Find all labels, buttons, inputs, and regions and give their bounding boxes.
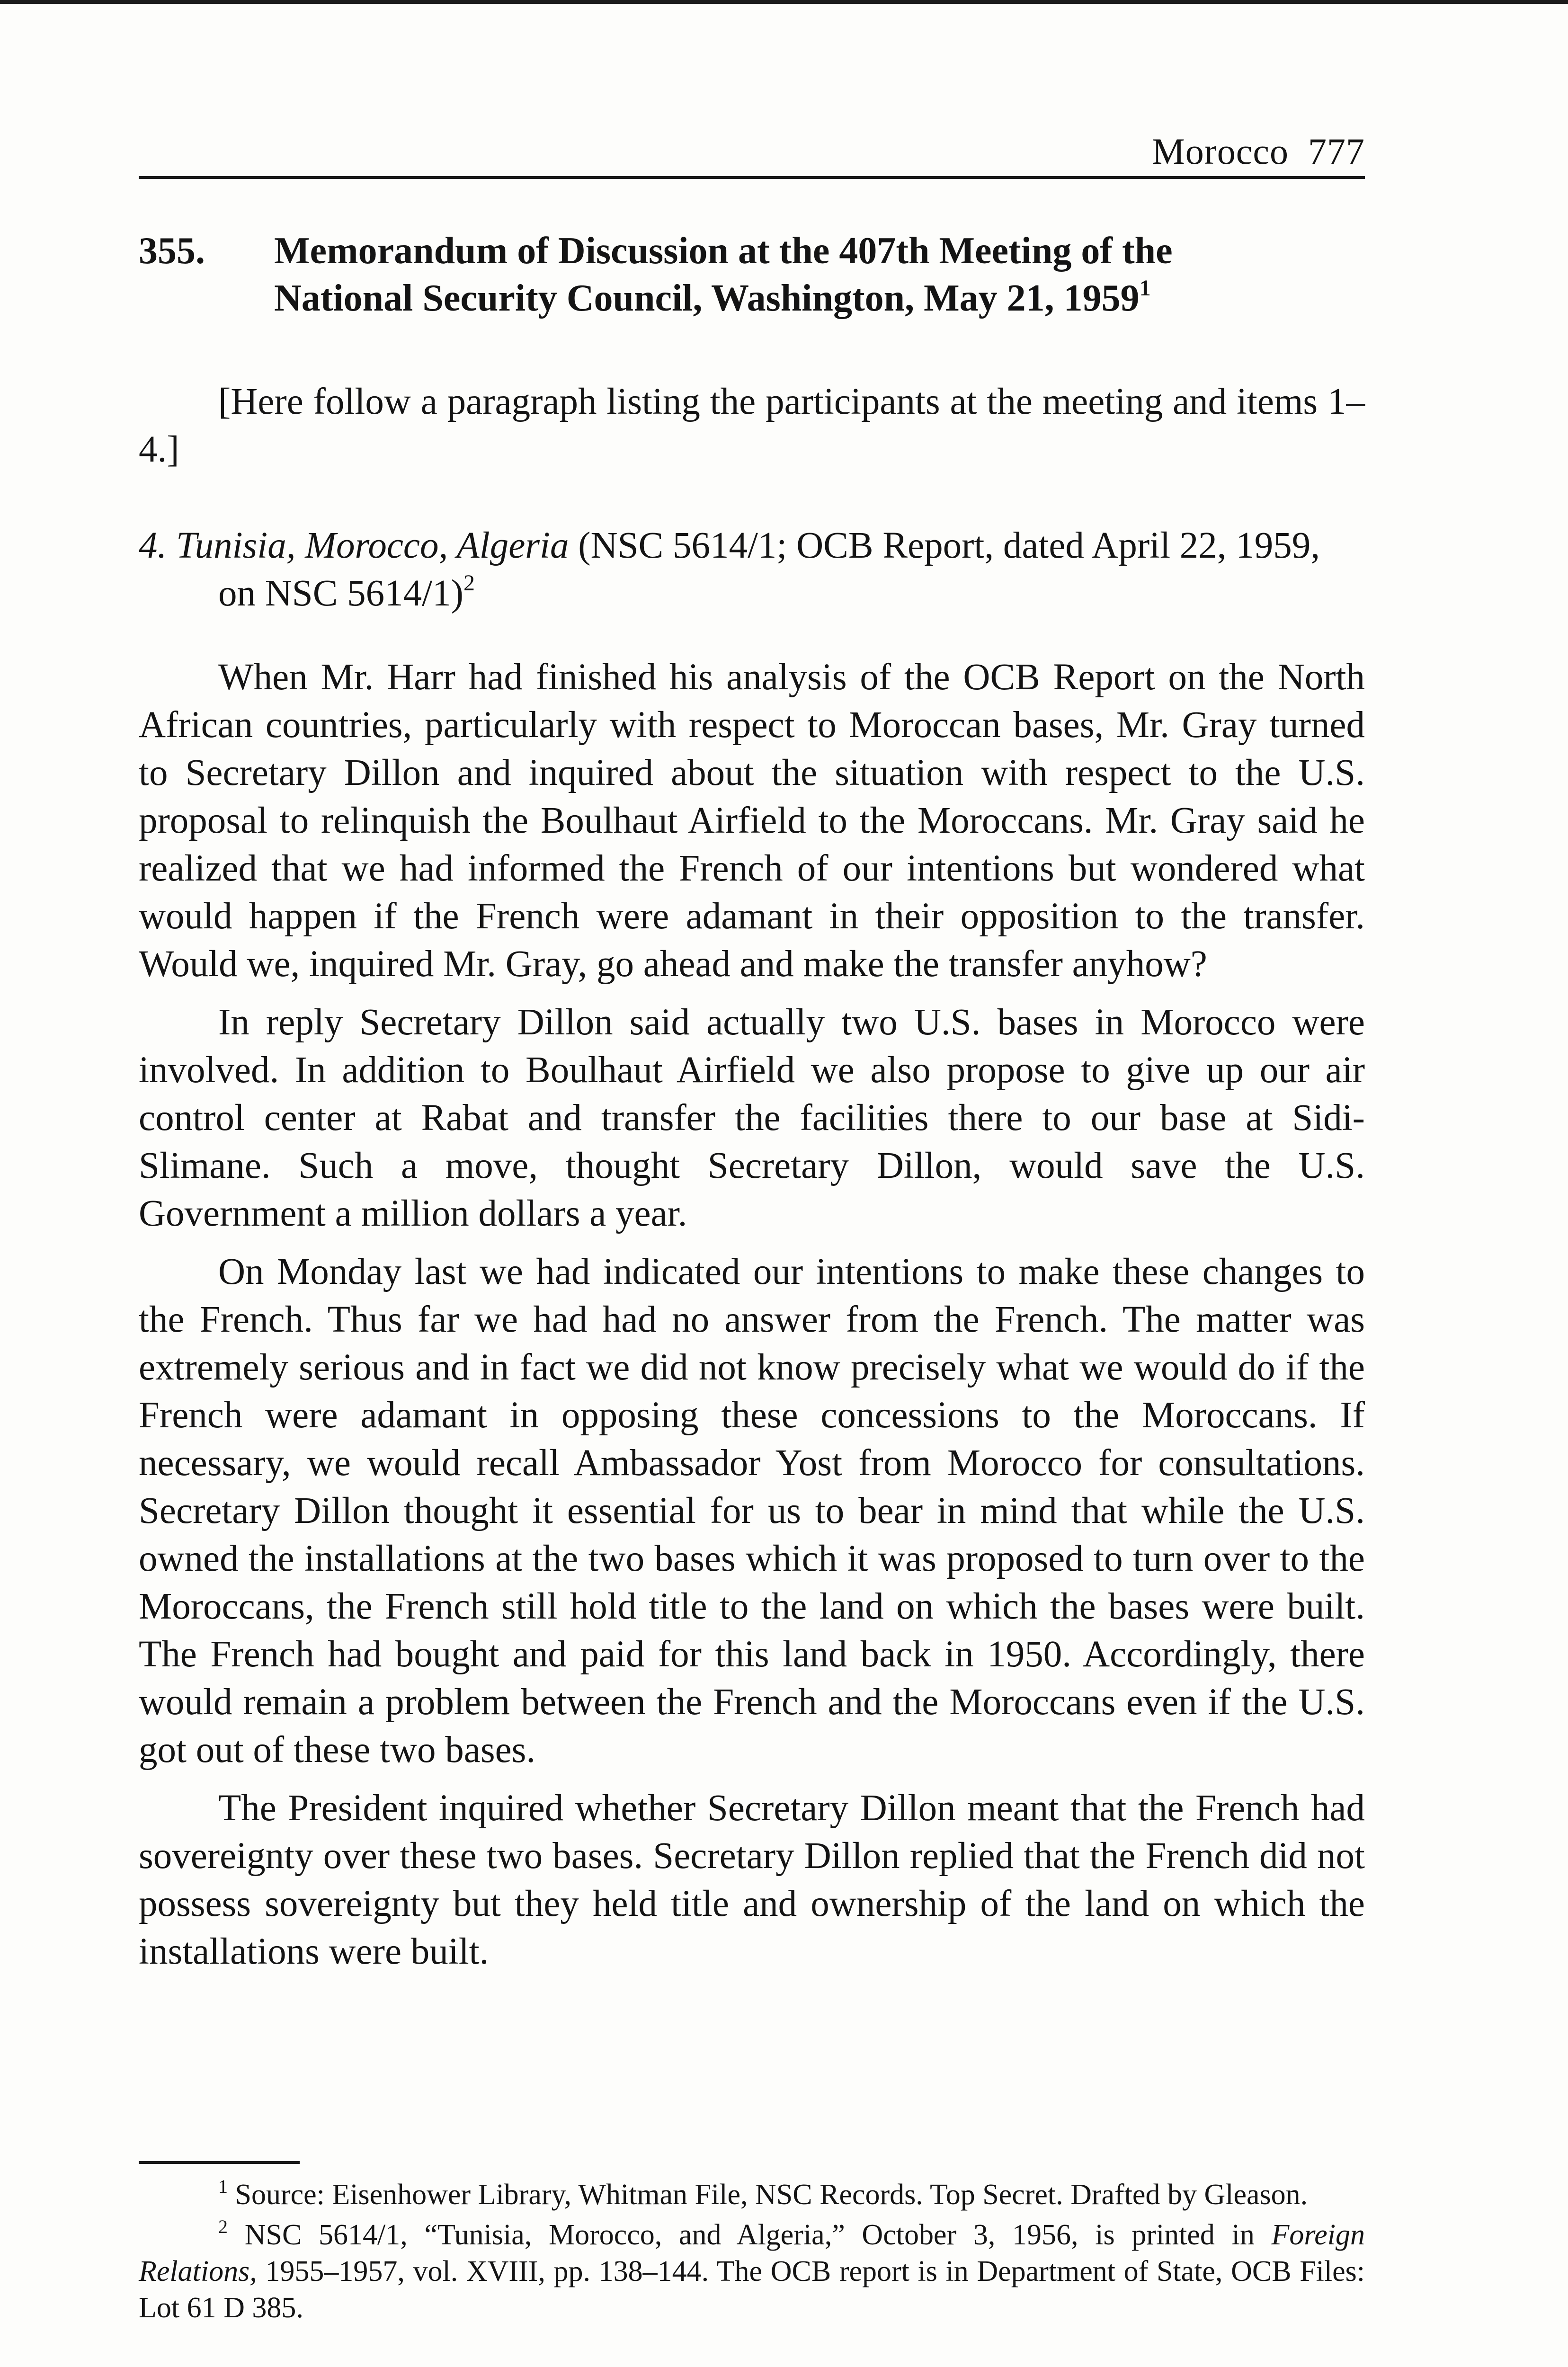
paragraph: On Monday last we had indicated our intentions to make these changes to the French. Thus far we had had no answer from the French. The matter was extremely serious and in fact we did not know precisely what we would do if the French were adamant in opposing these concessions to the Moroccans. If necessary, we would recall Ambassador Yost from Morocco for consultations. Secretary Dillon thought it essential for us to bear in mind that while the U.S. owned the installations at the two bases which it was proposed to turn over to the Moroccans, the French still hold title to the land on which the bases were built. The French had bought and paid for this land back in 1950. Accordingly, there would remain a problem between the French and the Moroccans even if the U.S. got out of these two bases. <box>139 1251 1365 1771</box>
footnote-rule <box>139 2161 300 2164</box>
editorial-note-text: [Here follow a paragraph listing the participants at the meeting and items 1–4.] <box>139 381 1365 470</box>
footnote-1 <box>139 2177 1365 2213</box>
footnote-2-italic-title: Foreign Relations, <box>139 2219 1365 2287</box>
editorial-note <box>139 378 1365 484</box>
footnote-1-text: Source: Eisenhower Library, Whitman File, NSC Records. Top Secret. Drafted by Gleason. <box>228 2179 1308 2211</box>
footnote-2-text-before: NSC 5614/1, “Tunisia, Morocco, and Algeria,” October 3, 1956, is printed in <box>228 2219 1272 2251</box>
footnote-2-text-after: 1955–1957, vol. XVIII, pp. 138–144. The OCB report is in Department of State, OCB Files: Lot 61 D 385. <box>139 2255 1365 2324</box>
document-title-line-2 <box>274 275 1365 322</box>
header-rule <box>139 176 1365 179</box>
agenda-item-heading <box>139 522 1365 617</box>
discussion-body <box>139 653 1365 1986</box>
paragraph: In reply Secretary Dillon said actually two U.S. bases in Morocco were involved. In addition to Boulhaut Airfield we also propose to give up our air control center at Rabat and transfer the facilities there to our base at Sidi-Slimane. Such a move, thought Secretary Dillon, would save the U.S. Government a million dollars a year. <box>139 1002 1365 1234</box>
paragraph: When Mr. Harr had finished his analysis of the OCB Report on the North African countries, particularly with respect to Moroccan bases, Mr. Gray turned to Secretary Dillon and inquired about the situation with respect to the U.S. proposal to relinquish the Boulhaut Airfield to the Moroccans. Mr. Gray said he realized that we had informed the French of our intentions but wondered what would happen if the French were adamant in their opposition to the transfer. Would we, inquired Mr. Gray, go ahead and make the transfer anyhow? <box>139 657 1365 985</box>
page-header <box>139 128 1365 175</box>
footnote-ref-2: 2 <box>463 570 475 596</box>
document-title-line-2-text: National Security Council, Washington, May 21, 1959 <box>274 277 1140 319</box>
footnote-ref-1: 1 <box>1139 276 1151 301</box>
agenda-item-text: (NSC 5614/1; OCB Report, dated April 22, 1959, on NSC 5614/1) <box>218 525 1320 614</box>
paragraph: The President inquired whether Secretary Dillon meant that the French had sovereignty over these two bases. Secretary Dillon replied that the French did not possess sovereignty but they held title and ownership of the land on which the installations were built. <box>139 1788 1365 1972</box>
document-title <box>274 227 1365 322</box>
footnote-2-number: 2 <box>218 2216 228 2237</box>
footnote-2 <box>139 2217 1365 2326</box>
footnote-1-number: 1 <box>218 2176 228 2197</box>
scan-top-edge <box>0 0 1568 4</box>
footnotes <box>139 2177 1365 2330</box>
agenda-item-label: 4. Tunisia, Morocco, Algeria <box>139 525 569 566</box>
document-number: 355. <box>139 230 205 272</box>
document-title-line-1: Memorandum of Discussion at the 407th Meeting of the <box>274 230 1173 272</box>
running-head: Morocco 777 <box>1152 131 1365 172</box>
